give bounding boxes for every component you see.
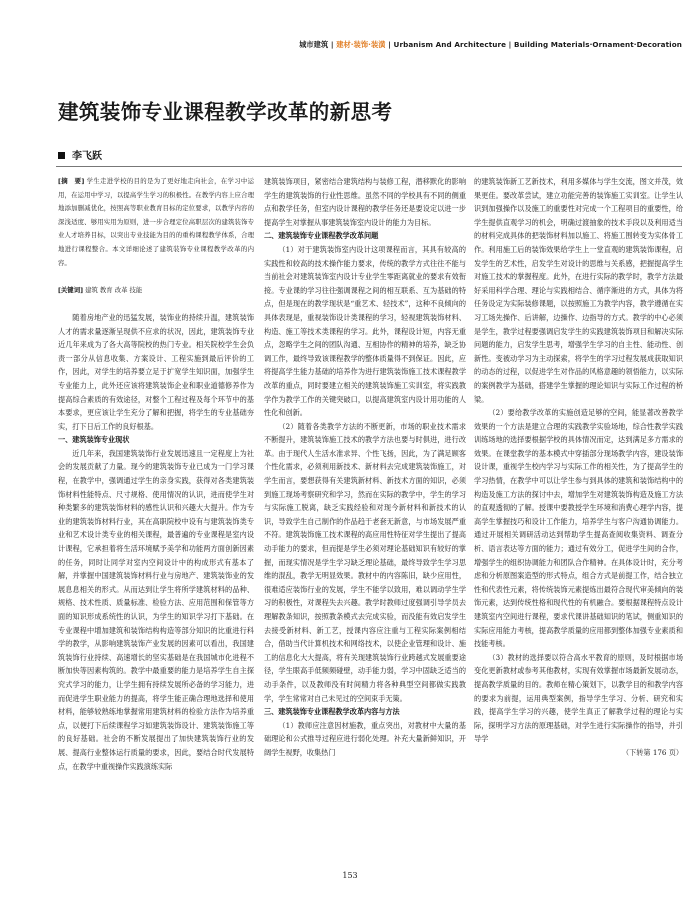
continued-paragraph-2: 的建筑装饰新工艺新技术，利用多媒体与学生交流，图文并茂，效果更佳。要改革尝试，建立功能完善的装饰施工实训室。让学生认识到加强操作以及施工的重要性对完成一个工程项目的重要性，给学生提供直观学习的机会，明确过渡抽象的技术手段以及利用适当的材料完成具体的把装饰材料加以施工、将施工围转变为实体骨工作。利用施工后的装饰效果给学生上一堂直观的建筑装饰课程，启发学生的艺术性，启发学生对设计的思维与关系感，把握提高学生对施工技术的掌握程度。此外，在进行实际的教学时，教学方法最好采用科学合理、理论与实践相结合、循序渐进的方式，具体为将任务设定为实际装修课题，以按照施工为教学内容，教学遵循在实习工场先操作、后讲解，边操作、边指导的方式。教学的中心必须是学生，教学过程要强调启发学生的实践建筑装饰项目和解决实际问题的能力，启发学生思考，增强学生学习的自主性、能动性、创新性。变被动学习为主动探索，将学生的学习过程发展成获取知识的动态的过程，以促进学生对作品的风格意趣的领悟能力，以实际的案例教学为基础，搭建学生掌握的理论知识与实际工作过程的桥梁。 [474,177,683,404]
section-heading-3: 三、建筑装饰专业课程教学改革内容与方法 [264,707,400,717]
keywords-label: [关键词] [58,285,84,294]
column-1 [58,175,254,773]
title-rule [56,166,682,167]
section-2-paragraph-1: （1）对于建筑装饰室内设计这项课程而言，其具有较高的实践性和较高的技术操作能力要求，传统的教学方式往往不能与当前社会对建筑装饰室内设计专业学生零距离就业的要求有效衔接。专业课的学习往往强调课程之间的相互联系、互为基础的特点，但是现在的教学现状是“重艺术、轻技术”，这种不良倾向的具体表现是，重视装饰设计类课程的学习，轻视建筑装饰材料、构造、施工等技术类课程的学习。此外，课程设计短，内容无重点，忽略学生之间的团队沟通、互相协作的精神的培养，缺乏协调工作，最终导致该课程教学的整体质量得不到保证。因此，应将提高学生能力基础的培养作为进行建筑装饰施工技术课程教学改革的重点，同时要建立相关的建筑装饰施工实训室，将实践教学作为教学工作的关键突破口，以提高建筑室内设计用功能的人性化和创新。 [264,244,466,418]
section-heading-2: 二、建筑装饰专业课程教学改革问题 [264,231,379,241]
author-name: 李飞跃 [72,151,102,162]
running-header: 城市建筑 | 建材·装饰·装潢 | Urbanism And Architecture | Building Materials·Ornament·Decoration [299,40,682,49]
column-2 [264,175,466,760]
keywords [58,284,254,298]
section-3-paragraph-2: （2）要给教学改革的实施创造足够的空间，能显著改善教学效果的一个方法是建立合理的实践教学实验场地，综合性教学实践训练场地的选择要根据学校的具体情况而定，达到满足多方需求的效果。在课堂教学的基本模式中穿插部分现场教学内容，建设装饰设计课，重视学生校内学习与实际工作的相关性，为了提高学生的学习热情，在教学中可以让学生参与到具体的建筑和装饰结构中的构造及施工方法的探讨中去，增加学生对建筑装饰构造及施工方法的直观透彻的了解。授课中要教授学生环境和消费心理学内容，提高学生掌握技巧和设计工作能力，培养学生与客户沟通协调能力。通过开展相关调研活动达到帮助学生提高查阅收集资料、调查分析、语言表达等方面的能力；通过有效分工，促进学生间的合作，增强学生的组织协调能力和团队合作精神。在具体设计时，充分考虑和分析原图案造型的形式特点，组合方式是前提工作，结合独立性和代表性元素，将传统装饰元素提炼出最符合现代审美倾向的装饰元素，达到传统性格和现代性的有机融合。要根据课程特点设计建筑室内空间进行课程，要求代课讲基础知识的笔试，侧重知识的实际应用能力考核，提高教学质量的应用都到整体加强专业素质和技能考核。 [474,408,683,649]
abstract-text: 学生走进学校的目的是为了更好地走向社会，在学习中运用，在运用中学习，以提高学生学习的积极性。在教学内容上应合理地添加删减优化，按照高等职业教育目标的定位要求，以教学内容的深浅适度、够用实用为原则，进一步合理定位高职层次的建筑装饰专业人才培养目标，以突出专业技能为目的的重构课程教学体系，合理地进行课程整合。本文详细论述了建筑装饰专业课程教学改革的内容。 [58,177,254,267]
abstract [58,175,254,270]
section-2-paragraph-2: （2）随着各类教学方法的不断更新，市场的职业技术需求不断提升，建筑装饰施工技术的教学方法也要与时俱进，进行改革。由于现代人生活水准求异、个性飞扬，因此，为了满足顾客个性化需求，必须利用新技术、新材料去完成建筑装饰施工，对学生而言，要想获得有关建筑新材料、新技术方面的知识，必须到施工现场考察研究和学习，然而在实际的教学中，学生的学习与实际施工脱离，缺乏实践经验和对现今新材料和新技术的认识，导致学生自己制作的作品趋于老套无新意，与市场发展严重不符。建筑装饰施工技术课程的高应用性特征对学生提出了提高动手能力的要求，但而提是学生必须对理论基础知识有较好的掌握，而现实情况是学生学习缺乏理论基础，最终导致学生学习思维的混乱，教学无明显效果。教材中的内容陈旧，缺少应用性，很难适应装饰行业的发展，学生不能学以致用，难以调动学生学习的积极性，对课程失去兴趣。教学时教师过度强调引导学员去理解教条知识，按照教条模式去完成实验，而没能有效启发学生去接受新材料、新工艺，授课内容应注重与工程实际案例相结合，借助当代计算机技术和网络技术，以使企业管理和设计、施工的信息化大大提高，将有关现建筑装饰行业跨越式发展重要途径，学生眼高手低频频碰壁，动手能力弱，学习中固缺乏适当的动手条件，以及教师没有时间精力将各种典型空间都做实践教学，学生常常对自己未见过的空间束手无策。 [264,421,466,703]
section-1-paragraph: 近几年来，我国建筑装饰行业发展迅速且一定程度上为社会的发展贡献了力量。现今的建筑装饰专业已成为一门学习课程，在教学中，强调通过学生的亲身实践，获得对各类建筑装饰材料性能特点、尺寸规格、使用情况的认识，进而使学生对种类繁多的建筑装饰材料的感性认识和兴趣大大提升。作为专业的建筑装饰材料行业，其在高职院校中设有与建筑装饰类专业和艺术设计类专业的相关课程，最普遍的专业课程是室内设计课程，它承担着将生活环境赋予美学和功能两方面创新因素的任务，同时让同学对室内空间设计中的构成形式有基本了解，并掌握中国建筑装饰材料行业与房地产、建筑装饰业的发展息息相关的形式。从而达到让学生将所学建筑材料的品种、规格、技术性质、质量标准、检验方法、应用范围和保管等方面的知识形成系统性的认识，为学生的知识学习打下基础。在专业课程中增加建筑和装饰结构构造等部分知识的比重进行科学的教学，从影响建筑装饰产业发展的因素可以看出，我国建筑装饰行业持续、高速增长的坚实基础是在我国城市化进程不断加快等因素构筑的。教学中最重要的能力是培养学生自主探究式学习的能力，让学生拥有持续发展所必备的学习能力，进而促进学生职业能力的提高，将学生能正确合理地选择和使用材料，能够较熟练地掌握常用建筑材料的检验方法作为培养重点，以便打下后续课程学习如建筑装饰设计、建筑装饰施工等的良好基础。社会的不断发展提出了加快建筑装饰行业的发展、提高行业整体运行质量的要求，因此，要结合时代发展特点，在教学中重视操作实践演练实际 [58,448,254,771]
section-3-paragraph-1: （1）教师应注意因材施教，重点突出，对教材中大量的基础理论和公式推导过程应进行弱化处理。补充大量新鲜知识，开阔学生视野，收集热门 [264,720,466,757]
intro-paragraph: 随着房地产业的迅猛发展，装饰业的持续升温，建筑装饰人才的需求量逐渐呈现供不应求的状况，因此，建筑装饰专业近几年来成为了各大高等院校的热门专业。相关院校学生会负责一部分从信息收集、方案设计、工程实施到最后评价的工作，因此，对学生的培养要立足于扩宽学生知识面，加强学生专业能力上，此外还应该将建筑装饰企业和职业道德修养作为提高综合素质的有效途径，对整个工程过程及每个环节中的基本要求，更应该让学生充分了解和把握，将学生的专业基础夯实，打下日后工作的良好根基。 [58,312,254,431]
header-section: 城市建筑 [299,40,329,49]
continued-paragraph: 建筑装饰项目，紧密结合建筑结构与装修工程，潜移默化的影响学生的建筑装饰的行业性思维。虽然不同的学校具有不同的侧重点和教学任务，但室内设计课程的教学任务还是要设定以进一步提高学生对掌握从事建筑装饰室内设计的能力为目标。 [264,177,466,227]
author-line [58,147,102,162]
continued-note: （下转第 176 页） [621,747,683,757]
keywords-text: 建筑 教育 改革 技能 [85,285,143,294]
column-3 [474,175,683,760]
abstract-label: [摘 要] [58,177,85,185]
header-english: Urbanism And Architecture | Building Materials·Ornament·Decoration [393,40,682,49]
page-number: 153 [342,871,358,880]
article-title: 建筑装饰专业课程教学改革的新思考 [58,100,393,124]
header-category: 建材·装饰·装潢 [336,40,386,49]
section-3-paragraph-3: （3）教材的选择要以符合高水平教育的原则，及时根据市场变化更新教材或参考其他教材，实现有效掌握市场最新发展动态，提高教学质量的目的。教师在精心策划下，以教学目的和教学内容的要求为前提，运用典型案例，指导学生学习、分析、研究和实践，提高学生学习的兴趣，使学生真正了解教学过程的理论与实际，探明学习方法的原理基础，对学生进行实际操作的指导，并引导学 [474,652,683,744]
section-heading-1: 一、建筑装饰专业现状 [58,435,130,445]
square-bullet-icon [58,152,65,159]
